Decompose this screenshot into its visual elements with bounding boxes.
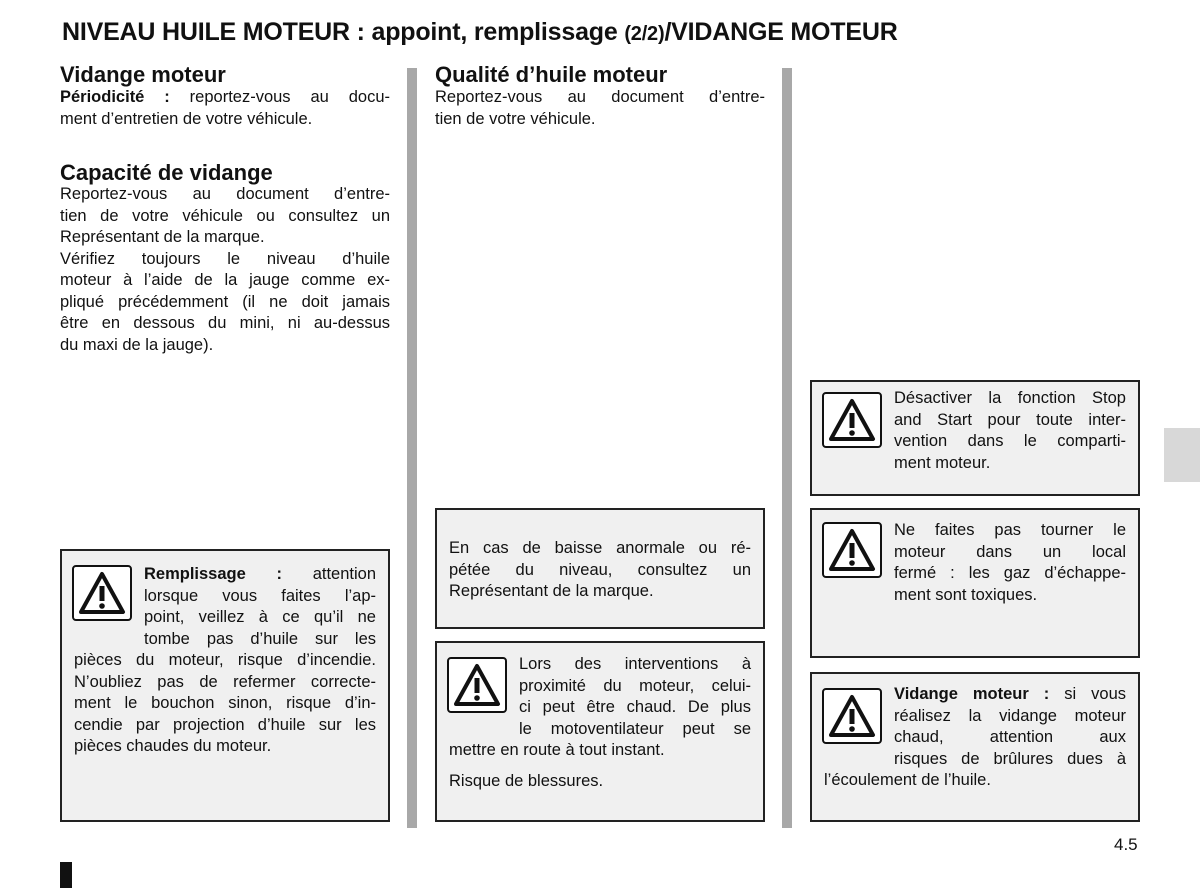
warning-line: lorsque vous faites l’ap- — [144, 586, 376, 605]
capacite-line: moteur à l’aide de la jauge comme ex- — [60, 271, 390, 289]
warning-risque-line: Risque de blessures. — [449, 771, 604, 790]
warning-line: cendie par projection d’huile sur les — [74, 715, 376, 734]
capacite-line: pliqué précédemment (il ne doit jamais — [60, 292, 390, 311]
print-registration-mark — [60, 862, 72, 888]
warning-box-local-ferme — [810, 508, 1140, 658]
note-text — [449, 538, 751, 603]
title-rest: /VIDANGE MOTEUR — [664, 18, 898, 46]
warning-line: ment le bouchon sinon, risque d’in- — [74, 694, 376, 712]
note-line: En cas de baisse anormale ou ré- — [449, 539, 751, 557]
warning-line: N’oubliez pas de refermer correcte- — [74, 672, 376, 691]
warning-line: réalisez la vidange moteur — [894, 706, 1126, 725]
capacite-line: Vérifiez toujours le niveau d’huile — [60, 249, 390, 268]
warning-vidange-text — [824, 684, 1126, 792]
warning-line: mettre en route à tout instant. — [449, 741, 665, 759]
warning-local-ferme-text — [894, 520, 1126, 606]
column-divider-left — [407, 68, 417, 828]
warning-line: attention — [282, 565, 377, 583]
warning-line: point, veillez à ce qu’il ne — [144, 608, 376, 626]
warning-line: proximité du moteur, celui- — [519, 676, 751, 695]
title-fraction: (2/2) — [624, 23, 665, 45]
warning-box-moteur-chaud — [435, 641, 765, 822]
capacite-line: être en dessous du mini, ni au-dessus — [60, 314, 390, 332]
warning-line: Ne faites pas tourner le — [894, 521, 1126, 539]
warning-line: si vous — [1049, 685, 1126, 703]
warning-box-remplissage — [60, 549, 390, 822]
capacite-line: tien de votre véhicule ou consultez un — [60, 206, 390, 225]
warning-line: ci peut être chaud. De plus — [519, 698, 751, 716]
warning-line: vention dans le comparti- — [894, 432, 1126, 450]
section-tab-marker — [1164, 428, 1200, 482]
warning-line: Désactiver la fonction Stop — [894, 389, 1126, 407]
warning-line: fermé : les gaz d’échappe- — [894, 564, 1126, 582]
warning-line: risques de brûlures dues à — [894, 749, 1126, 768]
qualite-heading: Qualité d’huile moteur — [435, 62, 668, 87]
warning-triangle-icon — [822, 392, 882, 448]
warning-line: and Start pour toute inter- — [894, 410, 1126, 429]
warning-line: chaud, attention aux — [894, 728, 1126, 746]
note-box-baisse-niveau — [435, 508, 765, 629]
warning-line: ment moteur. — [894, 453, 991, 472]
warning-box-vidange-moteur — [810, 672, 1140, 822]
capacite-line: Représentant de la marque. — [60, 228, 265, 246]
warning-line: Lors des interventions à — [519, 655, 751, 673]
vidange-heading: Vidange moteur — [60, 62, 226, 87]
page-title — [62, 18, 898, 47]
capacite-line: Reportez-vous au document d’entre- — [60, 185, 390, 203]
note-line: pétée du niveau, consultez un — [449, 560, 751, 579]
column-divider-right — [782, 68, 792, 828]
warning-triangle-icon — [822, 522, 882, 578]
warning-line: ment sont toxiques. — [894, 585, 1038, 604]
vidange-label: Vidange moteur : — [894, 685, 1050, 703]
warning-remplissage-text — [74, 564, 376, 758]
warning-line: l’écoulement de l’huile. — [824, 771, 991, 789]
warning-stop-start-text — [894, 388, 1126, 474]
warning-line: le motoventilateur peut se — [519, 719, 751, 738]
warning-line: pièces du moteur, risque d’incendie. — [74, 651, 376, 669]
qualite-line-1: Reportez-vous au document d’entre- — [435, 88, 765, 106]
warning-moteur-chaud-text — [449, 654, 751, 792]
periodicite-text — [60, 87, 390, 130]
capacite-text — [60, 184, 390, 356]
remplissage-label: Remplissage : — [144, 565, 282, 583]
title-main: NIVEAU HUILE MOTEUR : appoint, remplissage — [62, 18, 625, 46]
warning-line: pièces chaudes du moteur. — [74, 737, 272, 755]
note-line: Représentant de la marque. — [449, 582, 654, 600]
periodicite-line-2: ment d’entretien de votre véhicule. — [60, 109, 313, 128]
qualite-line-2: tien de votre véhicule. — [435, 109, 596, 128]
qualite-text — [435, 87, 765, 130]
periodicite-line-1: reportez-vous au docu- — [169, 88, 390, 106]
warning-line: moteur dans un local — [894, 542, 1126, 561]
warning-box-stop-start — [810, 380, 1140, 496]
capacite-heading: Capacité de vidange — [60, 160, 273, 185]
periodicite-label: Périodicité : — [60, 88, 170, 106]
capacite-line: du maxi de la jauge). — [60, 335, 214, 354]
page-number: 4.5 — [1114, 835, 1138, 854]
warning-line: tombe pas d’huile sur les — [144, 629, 376, 648]
